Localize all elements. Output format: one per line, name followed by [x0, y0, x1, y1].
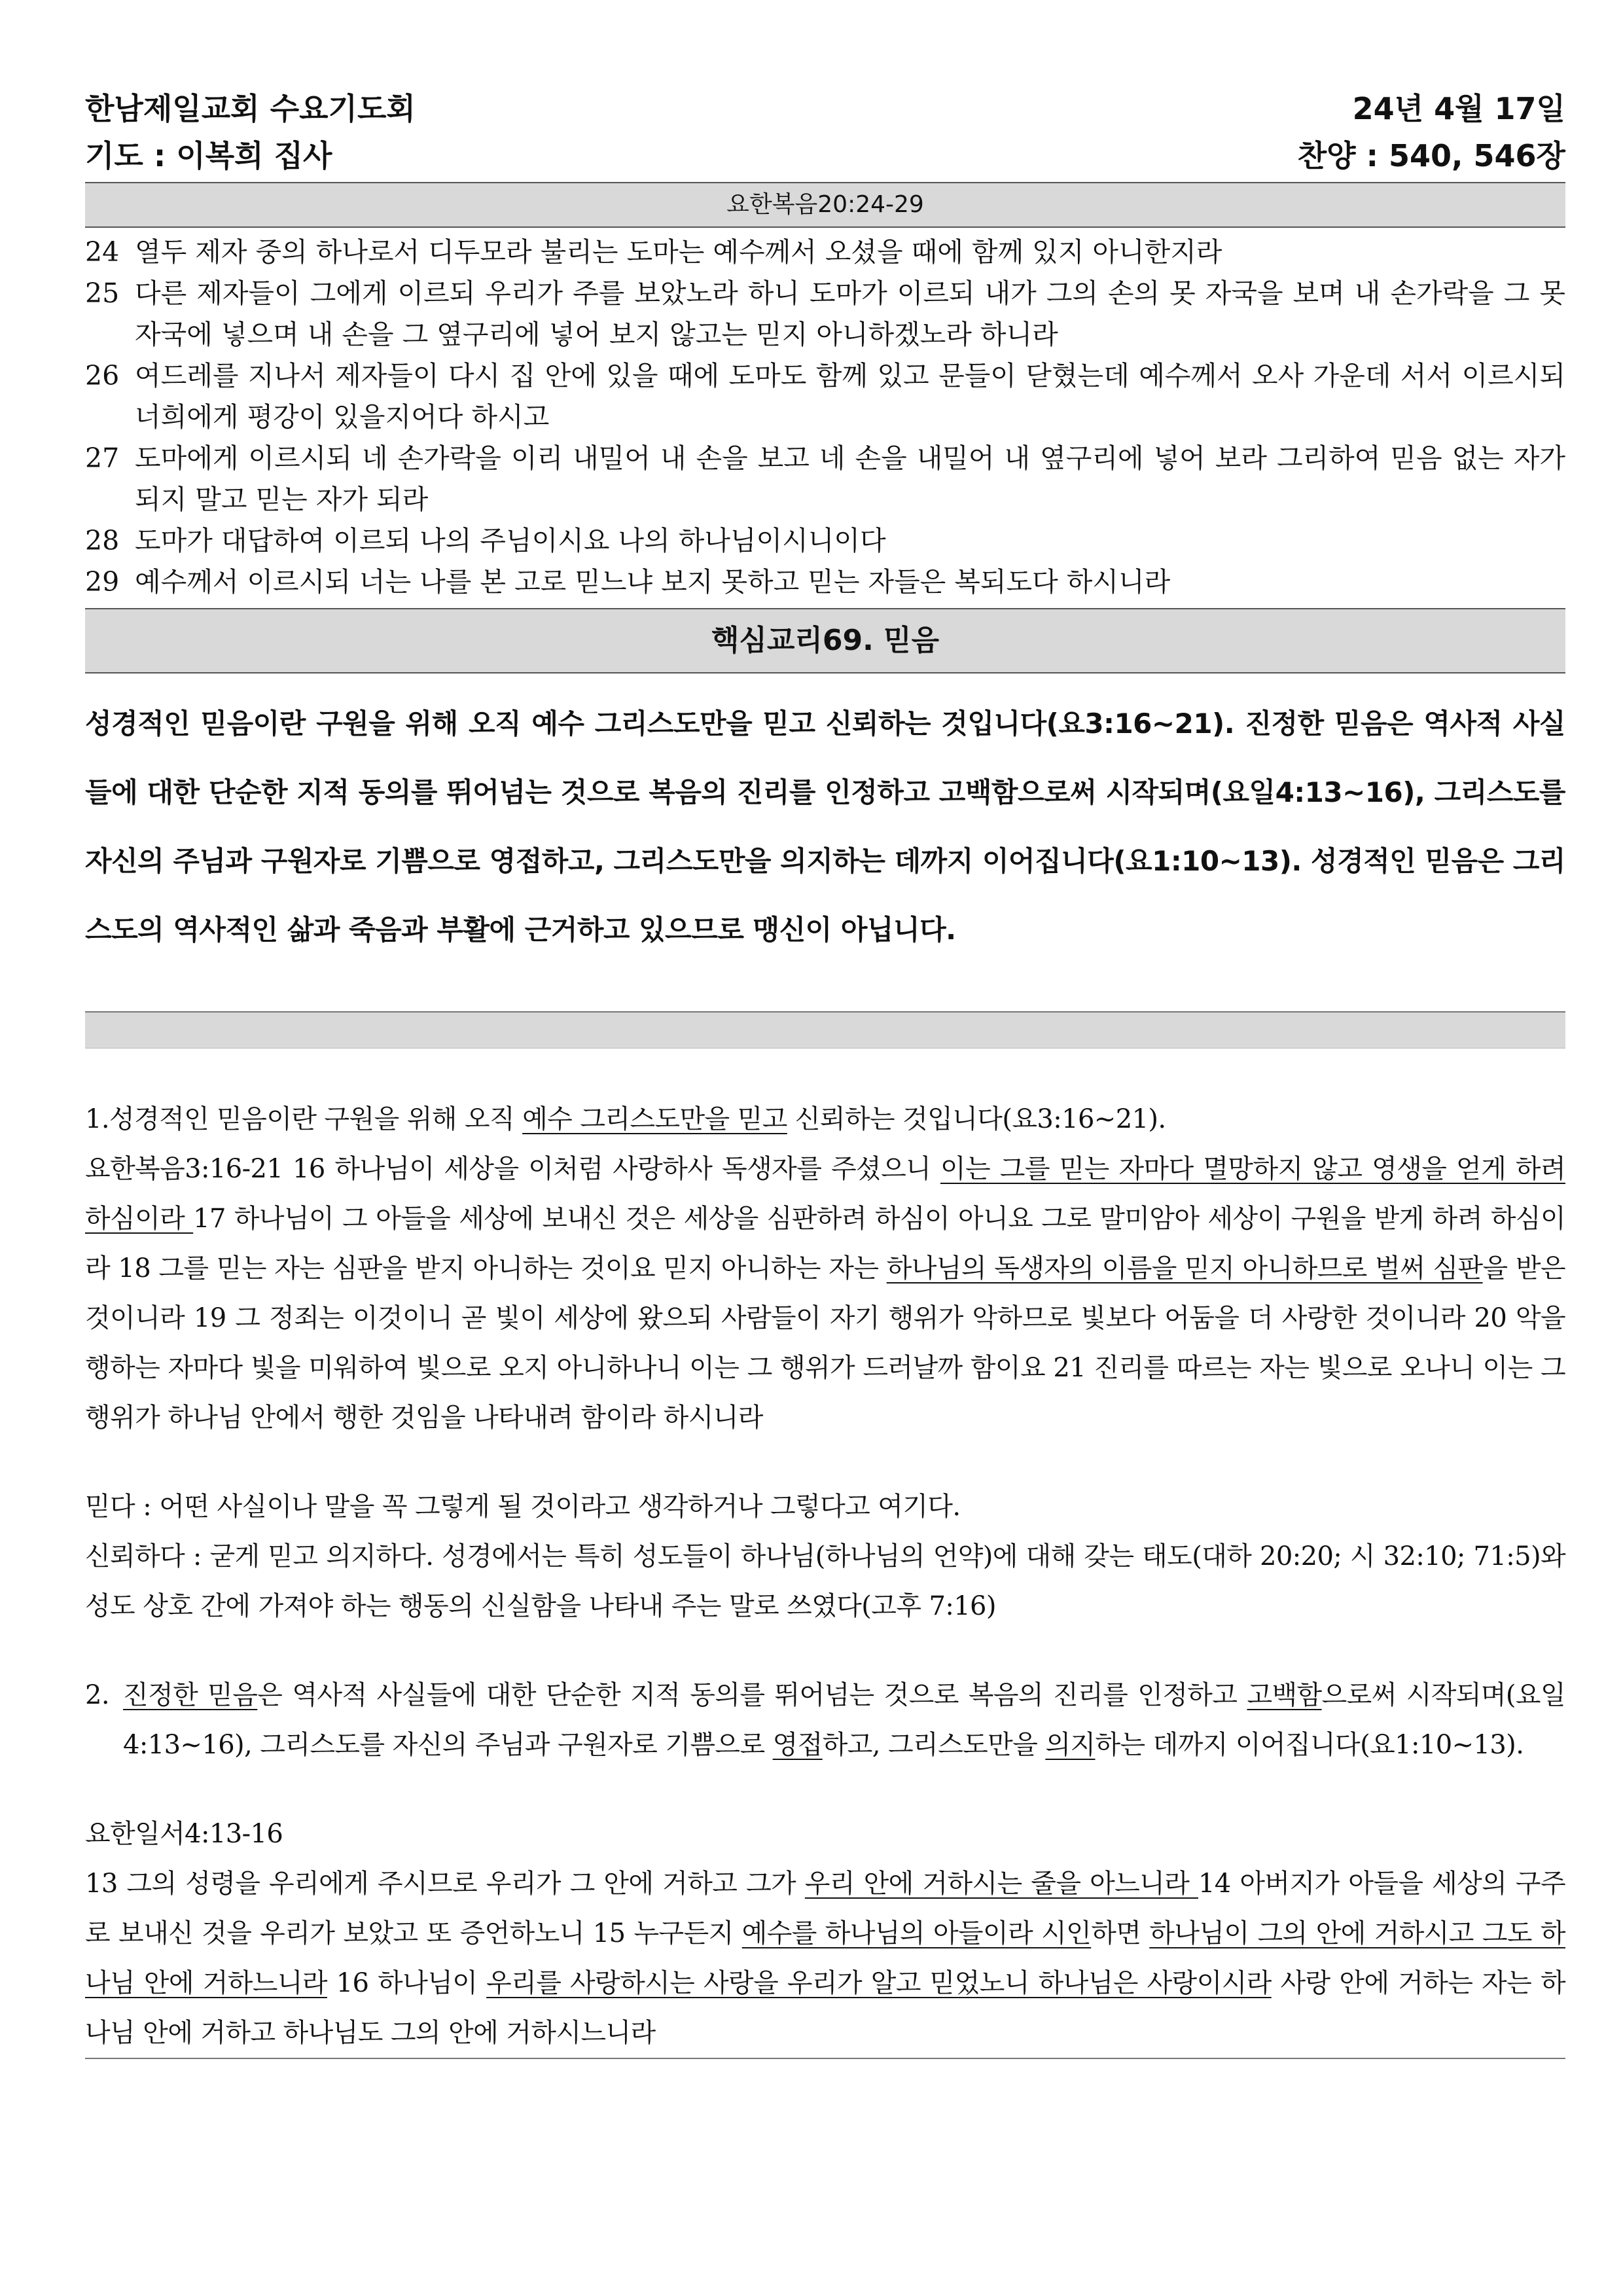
underlined-phrase: 진정한 믿음	[123, 1680, 258, 1710]
1john-4-passage	[85, 1859, 1565, 2059]
header-row-1	[85, 85, 1565, 132]
scripture-reference-bar: 요한복음20:24-29	[85, 182, 1565, 228]
point-1-text: 1.성경적인 믿음이란 구원을 위해 오직	[85, 1104, 523, 1134]
passage-text: 16 하나님이	[327, 1968, 487, 1998]
verse-text: 여드레를 지나서 제자들이 다시 집 안에 있을 때에 도마도 함께 있고 문들이 닫혔는데 예수께서 오사 가운데 서서 이르시되 너희에게 평강이 있을지어다 하시고	[135, 360, 1565, 433]
verse-number: 28	[85, 525, 120, 556]
header-row-2	[85, 132, 1565, 179]
passage-text: 요한복음3:16-21 16 하나님이 세상을 이처럼 사랑하사 독생자를 주셨으니	[85, 1154, 940, 1184]
point-2-text: 하는 데까지 이어집니다(요1:10~13).	[1095, 1730, 1524, 1760]
1john-4-reference: 요한일서4:13-16	[85, 1819, 283, 1849]
verse-26	[85, 355, 1565, 438]
point-1-heading	[85, 1094, 1565, 1144]
verse-number: 27	[85, 442, 120, 474]
passage-underlined: 우리 안에 거하시는 줄을 아느니라	[804, 1869, 1198, 1899]
verse-text: 열두 제자 중의 하나로서 디두모라 불리는 도마는 예수께서 오셨을 때에 함께 있지 아니한지라	[135, 236, 1222, 268]
verse-27	[85, 438, 1565, 520]
john-3-passage	[85, 1144, 1565, 1443]
passage-underlined: 예수를 하나님의 아들이라 시인	[741, 1918, 1092, 1948]
point-2-text: 으로써 시작되며(요일4:13~16), 그리스도를 자신의 주님과 구원자로 기쁨으로	[123, 1680, 1565, 1760]
passage-text: 14 아버지가 아들을 세상의 구주로 보내신 것을 우리가 보았고 또 증언하노니 15 누구든지	[85, 1869, 1565, 1948]
underlined-phrase: 의지	[1045, 1730, 1096, 1760]
definition-term: 믿다	[85, 1492, 135, 1522]
verse-29	[85, 562, 1565, 603]
spacer	[85, 1443, 1565, 1482]
verse-text: 도마에게 이르시되 네 손가락을 이리 내밀어 내 손을 보고 네 손을 내밀어 내 옆구리에 넣어 보라 그리하여 믿음 없는 자가 되지 말고 믿는 자가 되라	[135, 442, 1565, 515]
verse-number: 29	[85, 566, 120, 598]
verse-text: 예수께서 이르시되 너는 나를 본 고로 믿느냐 보지 못하고 믿는 자들은 복되도다 하시니라	[135, 566, 1171, 598]
verse-text: 다른 제자들이 그에게 이르되 우리가 주를 보았노라 하니 도마가 이르되 내가 그의 손의 못 자국을 보며 내 손가락을 그 못 자국에 넣으며 내 손을 그 옆구리에 넣어 보지 않고는 믿지 아니하겠노라 하니라	[135, 278, 1565, 350]
point-2-number: 2.	[85, 1680, 109, 1710]
point-1-underlined: 예수 그리스도만을 믿고	[522, 1104, 787, 1134]
verse-28	[85, 520, 1565, 562]
doctrine-summary: 성경적인 믿음이란 구원을 위해 오직 예수 그리스도만을 믿고 신뢰하는 것입니다(요3:16~21). 진정한 믿음은 역사적 사실들에 대한 단순한 지적 동의를 뛰어넘는 것으로 복음의 진리를 인정하고 고백함으로써 시작되며(요일4:13~16), 그리스도를 자신의 주님과 구원자로 기쁨으로 영접하고, 그리스도만을 의지하는 데까지 이어집니다(요1:10~13). 성경적인 믿음은 그리스도의 역사적인 삶과 죽음과 부활에 근거하고 있으므로 맹신이 아닙니다.	[85, 708, 1565, 946]
passage-text: 17 하나님이 그 아들을 세상에 보내신 것은 세상을 심판하려 하심이 아니요 그로 말미암아 세상이 구원을 받게 하려 하심이라 18 그를 믿는 자는 심판을 받지 아니하는 것이요 믿지 아니하는 자는	[85, 1204, 1565, 1283]
point-2-content	[123, 1670, 1565, 1770]
definition-believe	[85, 1482, 1565, 1532]
verse-number: 24	[85, 236, 120, 268]
passage-underlined: 이는 그를 믿는 자마다 멸망하지 않고 영생을 얻게 하려 하심이라	[85, 1154, 1565, 1234]
section-divider-bar	[85, 1011, 1565, 1049]
passage-underlined: 하나님의 독생자의 이름을 믿지 아니하므로 벌써 심판	[886, 1253, 1483, 1283]
bulletin-page	[85, 85, 1565, 2059]
passage-text: 을 받은 것이니라 19 그 정죄는 이것이니 곧 빛이 세상에 왔으되 사람들이 자기 행위가 악하므로 빛보다 어둠을 더 사랑한 것이니라 20 악을 행하는 자마다 빛을 미워하여 빛으로 오지 아니하나니 이는 그 행위가 드러날까 함이요 21 진리를 따르는 자는 빛으로 오나니 이는 그 행위가 하나님 안에서 행한 것임을 나타내려 함이라 하시니라	[85, 1253, 1565, 1433]
verse-number: 26	[85, 360, 120, 391]
underlined-phrase: 영접	[772, 1730, 823, 1760]
scripture-verses	[85, 232, 1565, 603]
doctrine-title-bar: 핵심교리69. 믿음	[85, 608, 1565, 673]
point-2-text: 은 역사적 사실들에 대한 단순한 지적 동의를 뛰어넘는 것으로 복음의 진리를 인정하고	[257, 1680, 1247, 1710]
point-2-text: 하고, 그리스도만을	[822, 1730, 1046, 1760]
point-1-text-end: 신뢰하는 것입니다(요3:16~21).	[787, 1104, 1166, 1134]
spacer	[85, 1631, 1565, 1670]
verse-25	[85, 273, 1565, 355]
prayer-leader: 기도 : 이복희 집사	[85, 138, 332, 173]
verse-24	[85, 232, 1565, 273]
verse-number: 25	[85, 278, 120, 309]
passage-underlined: 하나님이 그의 안에 거하시고 그도 하나님 안에 거하느니라	[85, 1918, 1565, 1998]
definition-term: 신뢰하다	[85, 1541, 185, 1571]
passage-text: 사랑 안에 거하는 자는 하나님 안에 거하고 하나님도 그의 안에 거하시느니라	[85, 1968, 1566, 2048]
passage-text: 하면	[1091, 1918, 1150, 1948]
passage-underlined: 우리를 사랑하시는 사랑을 우리가 알고 믿었노니 하나님은 사랑이시라	[486, 1968, 1272, 1998]
point-2	[85, 1670, 1565, 1770]
definition-text: : 굳게 믿고 의지하다. 성경에서는 특히 성도들이 하나님(하나님의 언약)에 대해 갖는 태도(대하 20:20; 시 32:10; 71:5)와 성도 상호 간에 가져야 하는 행동의 신실함을 나타내 주는 말로 쓰였다(고후 7:16)	[85, 1541, 1565, 1621]
definition-trust	[85, 1532, 1565, 1631]
church-meeting-title: 한남제일교회 수요기도회	[85, 91, 416, 126]
hymn-numbers: 찬양 : 540, 546장	[1297, 138, 1565, 173]
meeting-date: 24년 4월 17일	[1352, 91, 1565, 126]
spacer	[85, 1770, 1565, 1809]
definition-text: : 어떤 사실이나 말을 꼭 그렇게 될 것이라고 생각하거나 그렇다고 여기다.	[135, 1492, 961, 1522]
underlined-phrase: 고백함	[1247, 1680, 1322, 1710]
verse-text: 도마가 대답하여 이르되 나의 주님이시요 나의 하나님이시니이다	[135, 525, 886, 556]
passage-text: 13 그의 성령을 우리에게 주시므로 우리가 그 안에 거하고 그가	[85, 1869, 805, 1899]
